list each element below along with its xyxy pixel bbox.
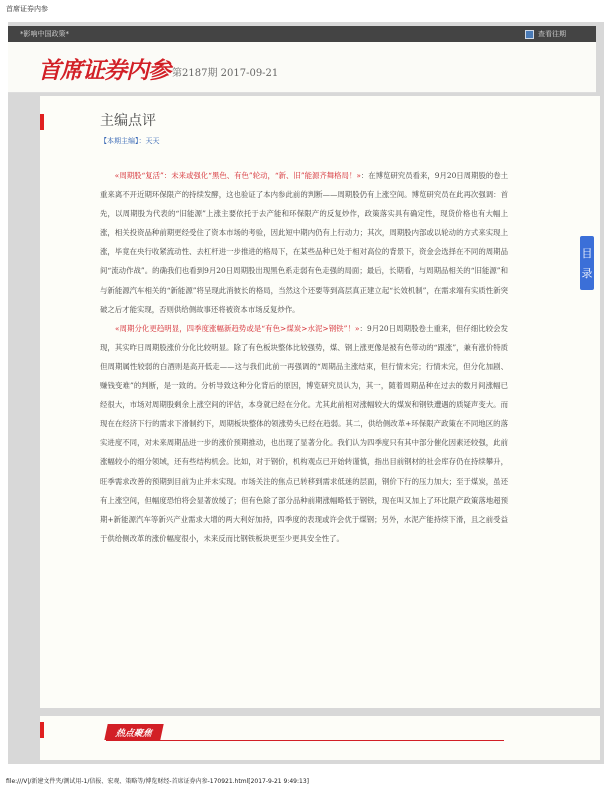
window-title: 首席证券内参: [6, 5, 48, 13]
article-paragraph-1: [100, 166, 508, 319]
article-paragraph-2: [100, 319, 508, 548]
slogan: *影响中国政策*: [20, 30, 69, 38]
masthead: [8, 42, 596, 93]
issue-info: 第2187期 2017-09-21: [172, 68, 279, 79]
editor-label: 【本期主编】：: [100, 137, 146, 145]
paragraph-2-text: ：9月20日周期股卷土重来，但仔细比较会发现，其实昨日周期股涨价分化比较明显。除了有色板块整体比较强势，煤、钢上涨更像是被有色带动的“跟涨”，兼有涨价特质但周期属性较弱的白酒则是高开低走——这与我们此前一再强调的“周期品主涨结束，但行情未完；行情未完，但分化加剧、赚钱变难”的判断，是一致的。分析导致这种分化背后的原因，博览研究员认为，其一，随着周期品种在过去的数月间涨幅已经很大，市场对周期股剩余上涨空间的评估，本身就已经在分化。尤其此前相对涨幅较大的煤炭和钢铁遭遇的质疑声变大。而现在在经济下行的需求下滑制约下，周期板块整体的领涨势头已经在趋弱。其二，供给侧改革+环保限产政策在不同地区的落实进度不同，对未来周期品进一步的涨价预期推动，也出现了显著分化。我们认为四季度只有其中部分催化因素还较强，此前涨幅较小的细分领域，还有些结构机会。比如，对于钢价，机构观点已开始转谨慎，指出目前钢材的社会库存仍在持续攀升，旺季需求改善的预期到目前为止并未实现。市场关注的焦点已转移到需求低迷的层面，钢价下行的压力加大；至于煤炭，虽还有上涨空间，但幅度恐怕将会显著放缓了；但有色除了部分品种前期涨幅略低于钢铁，现在叫又加上了环比限产政策落地超预期+新能源汽车等新兴产业需求大增的两大利好加持，四季度的表现或许会优于煤钢；另外，水泥产能持续下滑，且之前受益于供给侧改革的涨价幅度很小，未来反而比钢铁板块更至少更具安全性了。: [100, 323, 508, 543]
paragraph-1-headline[interactable]: «周期股“复活”：未来或强化“黑色、有色”轮动，“新、旧”能源齐舞格局！»: [114, 171, 361, 180]
toc-tab-char-2: 录: [581, 267, 593, 280]
hot-rule: [106, 740, 504, 741]
article-body: [100, 166, 508, 548]
hot-section-marker: [40, 722, 44, 738]
paragraph-2-headline[interactable]: «周期分化更趋明显，四季度涨幅新趋势或是“有色>煤炭>水泥>钢铁”！»: [114, 323, 360, 333]
editor-line: [100, 136, 160, 146]
toc-tab[interactable]: [580, 236, 594, 290]
top-bar: [8, 26, 596, 42]
hot-banner: [104, 724, 163, 740]
footer-path: file:///V|/新建文件夹/测试用-1/信报、宏观、策略等/博览财经-首席证券内参-170921.html[2017-9-21 9:49:13]: [6, 778, 309, 785]
paragraph-1-text: ：在博览研究员看来，9月20日周期股的卷土重来离不开近期环保限产的持续发酵，这也验证了本内参此前的判断——周期股仍有上涨空间。博览研究员在此再次强调：首先，以周期股为代表的“旧能源”上涨主要依托于去产能和环保限产的反复炒作，政策落实具有确定性，现货价格也有大幅上涨，相关投资品种前期更经受住了资本市场的考验，因此短中期内仍有上行动力；其次，周期股内部或以轮动的方式来实现上涨，毕竟在央行收紧流动性、去杠杆进一步推进的格局下，在某些品种已处于相对高位的背景下，资金会选择在不同的周期品间“流动作战”。的确我们也看到9月20日周期股出现黑色系走弱有色走强的局面；最后，长期看，与周期品相关的“旧能源”和与新能源汽车相关的“新能源”将呈现此消彼长的格局，当然这个还要等到高层真正建立起“长效机制”，在需求端有实质性新突破之后才能实现，否则供给侧故事还将被资本市场反复炒作。: [100, 171, 509, 314]
archive-link-label[interactable]: 查看往期: [538, 30, 566, 38]
logo: 首席证券内参: [38, 58, 170, 84]
toc-tab-char-1: 目: [581, 247, 593, 260]
archive-link[interactable]: [525, 29, 566, 39]
section-title: 主编点评: [100, 113, 156, 129]
section-marker: [40, 114, 44, 130]
hot-banner-label: 热点聚焦: [114, 728, 153, 739]
editor-name[interactable]: 天天: [145, 137, 160, 145]
calendar-icon: [525, 30, 534, 39]
